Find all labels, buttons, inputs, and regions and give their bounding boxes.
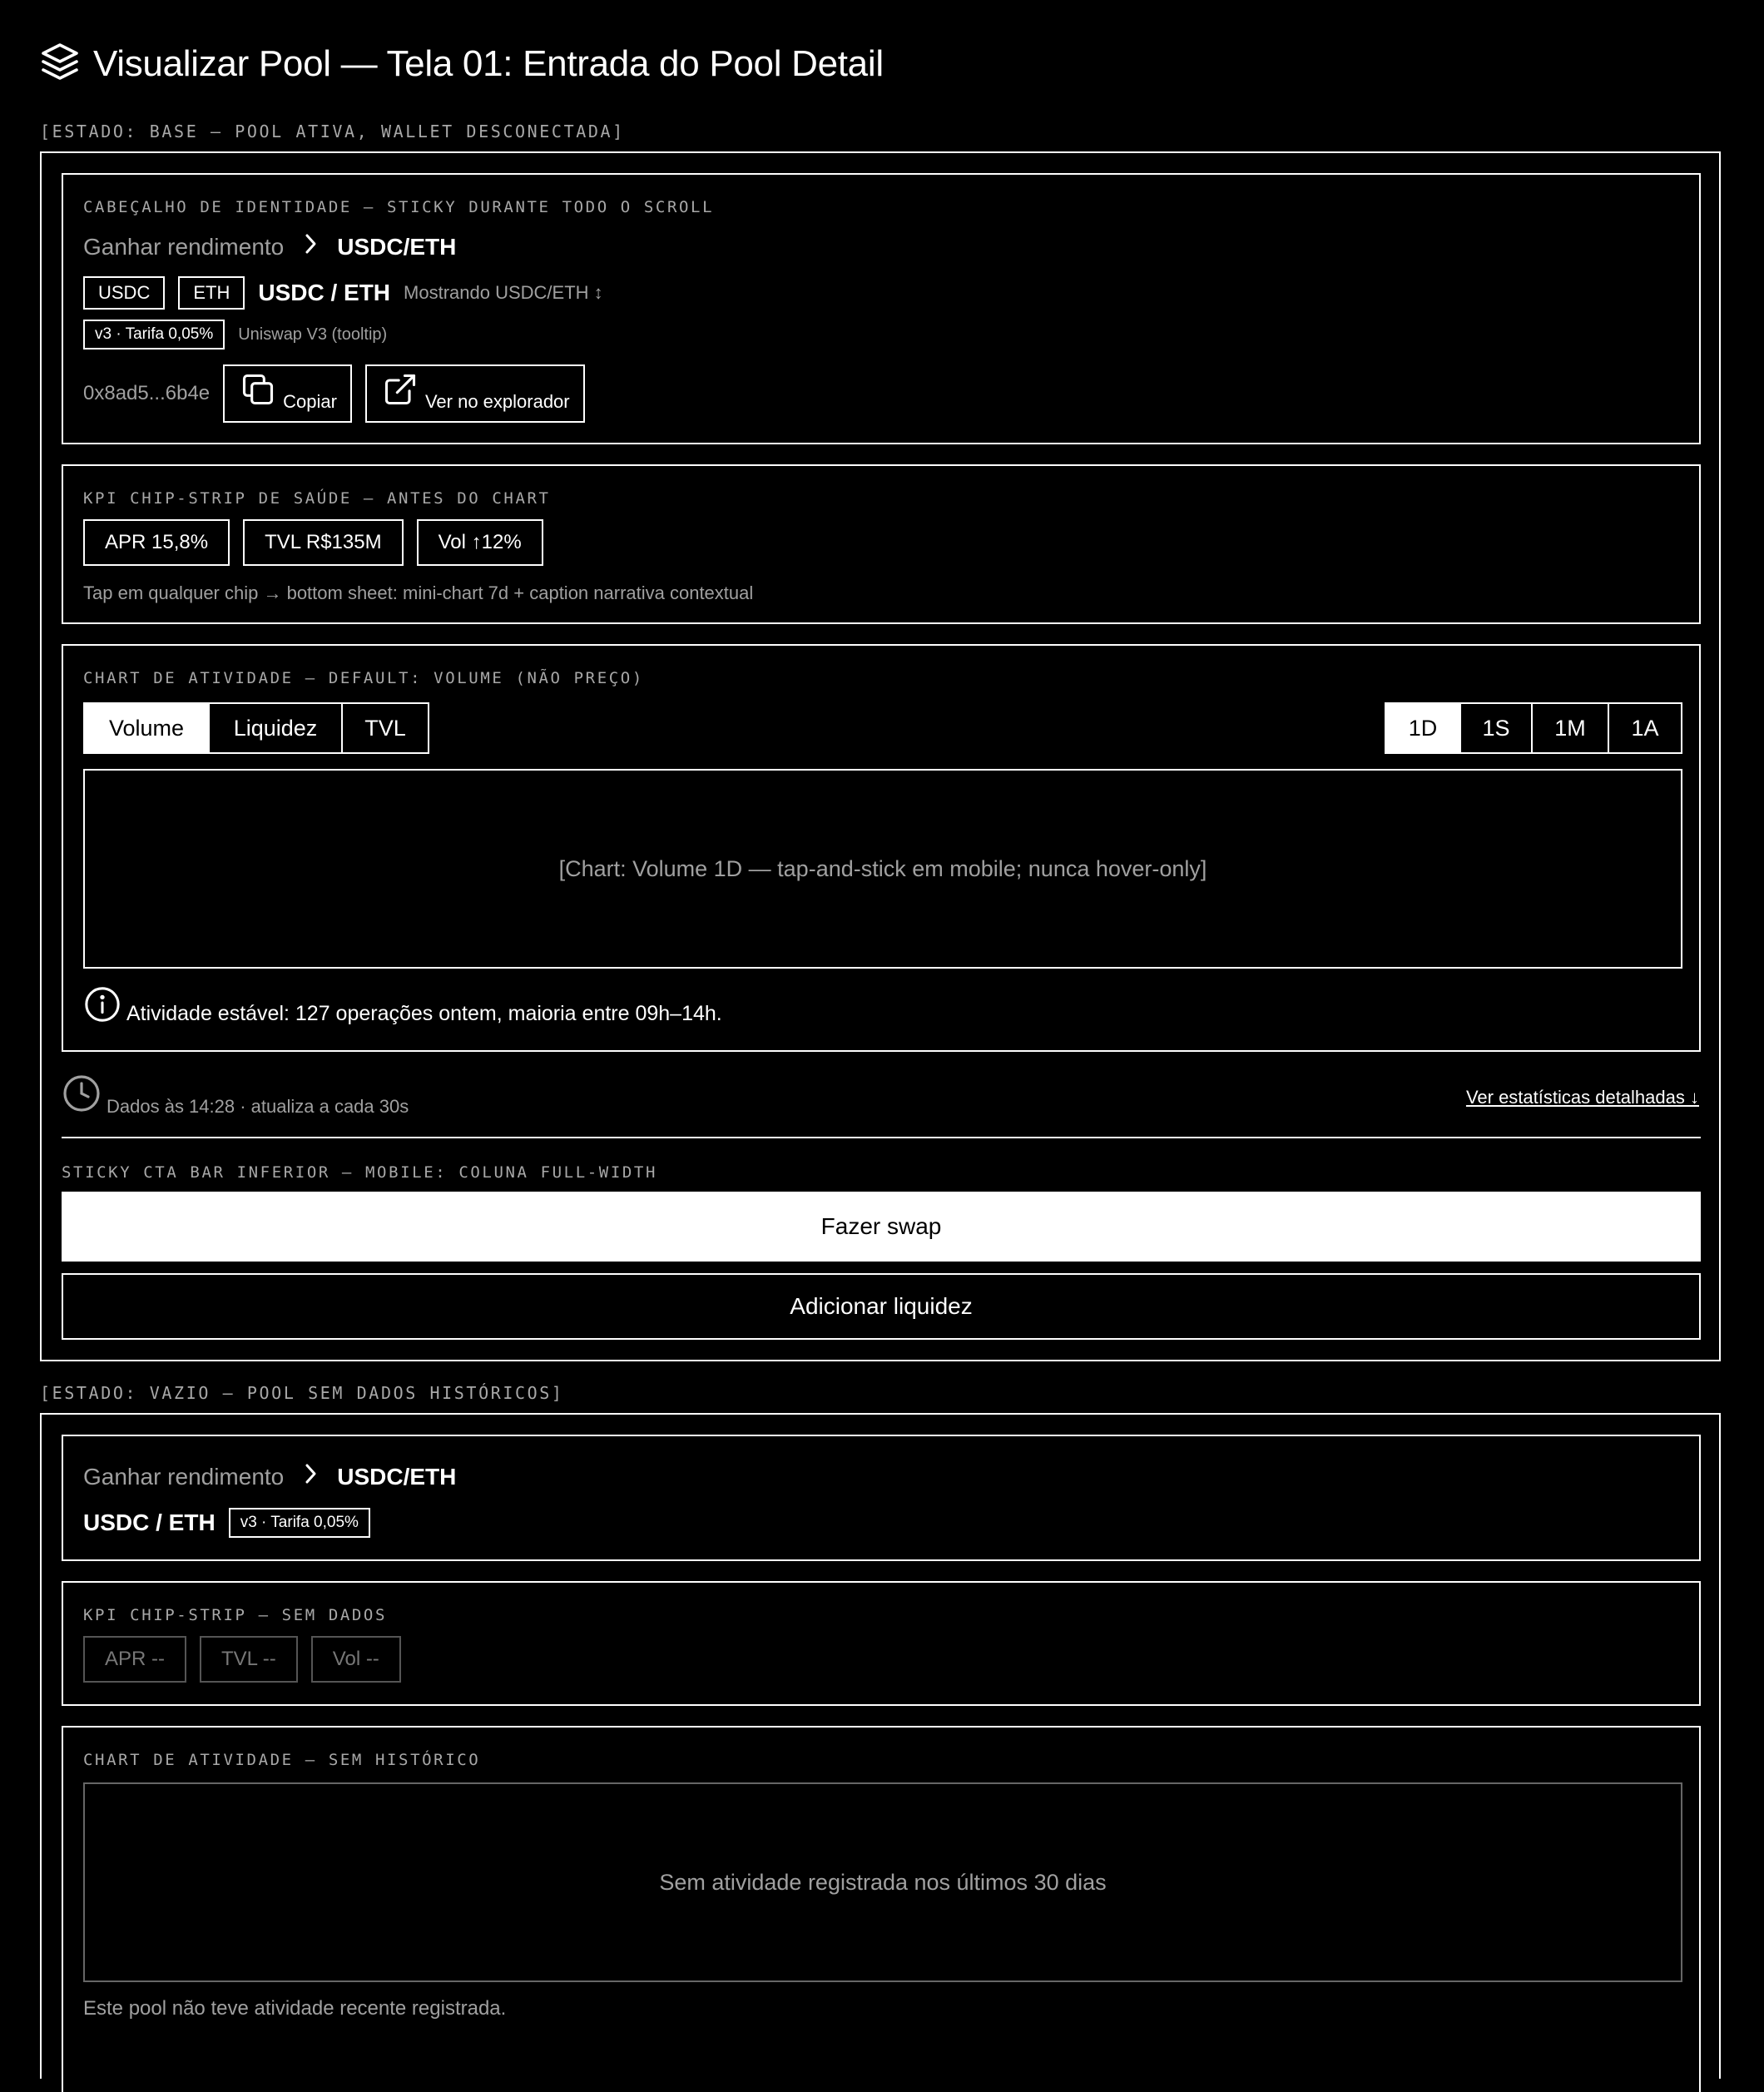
info-icon (83, 985, 121, 1028)
tab-period-1s[interactable]: 1S (1461, 704, 1533, 752)
breadcrumb-parent-link[interactable]: Ganhar rendimento (83, 1463, 285, 1490)
identity-card-empty (62, 1435, 1701, 1561)
breadcrumb (83, 231, 456, 262)
tab-volume[interactable]: Volume (85, 704, 210, 752)
state-label-empty: [ESTADO: VAZIO — POOL SEM DADOS HISTÓRICOS] (40, 1383, 564, 1403)
breadcrumb (83, 1461, 456, 1492)
pair-name: USDC / ETH (258, 280, 391, 305)
kpi-chip-volume: Vol -- (311, 1636, 401, 1683)
chevron-right-icon (302, 231, 319, 262)
tab-period-1d[interactable]: 1D (1386, 704, 1461, 752)
kpi-chip-apr: APR -- (83, 1636, 186, 1683)
add-liquidity-button[interactable]: Adicionar liquidez (62, 1273, 1701, 1340)
empty-chart-message: Sem atividade registrada nos últimos 30 dias (659, 1869, 1107, 1895)
identity-card (62, 173, 1701, 444)
token-b-badge: ETH (178, 276, 245, 310)
clock-icon (62, 1073, 102, 1118)
freshness-text: Dados às 14:28 · atualiza a cada 30s (107, 1096, 409, 1117)
section-label: CABEÇALHO DE IDENTIDADE — STICKY DURANTE TODO O SCROLL (83, 198, 715, 216)
layers-icon (40, 42, 80, 86)
explorer-button-label: Ver no explorador (424, 391, 570, 412)
base-state-frame (40, 151, 1721, 1361)
chart-area-empty (83, 1782, 1682, 1982)
state-label-base: [ESTADO: BASE — POOL ATIVA, WALLET DESCONECTADA] (40, 121, 625, 141)
pair-row (83, 1508, 370, 1538)
copy-button-label: Copiar (283, 391, 337, 412)
breadcrumb-current: USDC/ETH (337, 1463, 457, 1490)
detailed-stats-link[interactable]: Ver estatísticas detalhadas ↓ (1465, 1087, 1699, 1108)
section-label: KPI CHIP-STRIP — SEM DADOS (83, 1606, 388, 1624)
kpi-chip-volume[interactable]: Vol ↑12% (417, 519, 543, 566)
chart-placeholder: [Chart: Volume 1D — tap-and-stick em mobile; nunca hover-only] (558, 855, 1207, 881)
kpi-chip-strip (83, 1636, 401, 1683)
chart-area[interactable] (83, 769, 1682, 969)
kpi-chip-tvl: TVL -- (200, 1636, 298, 1683)
tab-period-1m[interactable]: 1M (1533, 704, 1609, 752)
kpi-chip-tvl[interactable]: TVL R$135M (243, 519, 404, 566)
token-a-badge: USDC (83, 276, 165, 310)
empty-state-frame (40, 1413, 1721, 2079)
divider (62, 1137, 1701, 1138)
tab-tvl[interactable]: TVL (364, 715, 406, 741)
chart-insight-text: Atividade estável: 127 operações ontem, maioria entre 09h–14h. (126, 1002, 722, 1025)
section-label: CHART DE ATIVIDADE — DEFAULT: VOLUME (NÃO PREÇO) (83, 669, 644, 687)
kpi-chip-apr[interactable]: APR 15,8% (83, 519, 230, 566)
empty-chart-caption: Este pool não teve atividade recente registrada. (83, 1997, 507, 2020)
version-fee-badge[interactable]: v3 · Tarifa 0,05% (229, 1508, 370, 1538)
external-link-icon (382, 371, 419, 413)
page-title: Visualizar Pool — Tela 01: Entrada do Pool Detail (93, 42, 884, 84)
section-label: CHART DE ATIVIDADE — SEM HISTÓRICO (83, 1751, 481, 1769)
pair-direction-toggle[interactable]: Mostrando USDC/ETH ↕ (404, 282, 603, 303)
pair-name: USDC / ETH (83, 1510, 216, 1535)
copy-button[interactable] (223, 364, 352, 423)
kpi-card-empty (62, 1581, 1701, 1706)
chevron-right-icon (302, 1461, 319, 1492)
kpi-caption: Tap em qualquer chip → bottom sheet: mini-chart 7d + caption narrativa contextual (83, 582, 754, 603)
tab-liquidez[interactable]: Liquidez (210, 704, 343, 752)
data-freshness (62, 1073, 409, 1118)
tab-period-1a[interactable]: 1A (1631, 715, 1659, 741)
version-fee-badge[interactable]: v3 · Tarifa 0,05% (83, 320, 225, 349)
breadcrumb-current: USDC/ETH (337, 233, 457, 260)
breadcrumb-parent-link[interactable]: Ganhar rendimento (83, 233, 285, 260)
section-label: KPI CHIP-STRIP DE SAÚDE — ANTES DO CHART (83, 489, 551, 508)
activity-chart-card-empty (62, 1726, 1701, 2092)
protocol-tooltip[interactable]: Uniswap V3 (tooltip) (238, 325, 388, 344)
kpi-chip-strip (83, 519, 543, 566)
version-row (83, 320, 387, 349)
pool-address: 0x8ad5...6b4e (83, 382, 211, 404)
copy-icon (240, 371, 276, 413)
activity-chart-card (62, 644, 1701, 1052)
pair-row (83, 276, 603, 310)
period-tabs (1385, 702, 1682, 754)
swap-button[interactable]: Fazer swap (62, 1192, 1701, 1262)
section-label: STICKY CTA BAR INFERIOR — MOBILE: COLUNA FULL-WIDTH (62, 1163, 657, 1182)
metric-tabs (83, 702, 429, 754)
chart-insight (83, 985, 722, 1028)
kpi-card (62, 464, 1701, 624)
page-header (40, 42, 884, 86)
address-row (83, 364, 585, 423)
explorer-button[interactable] (365, 364, 585, 423)
